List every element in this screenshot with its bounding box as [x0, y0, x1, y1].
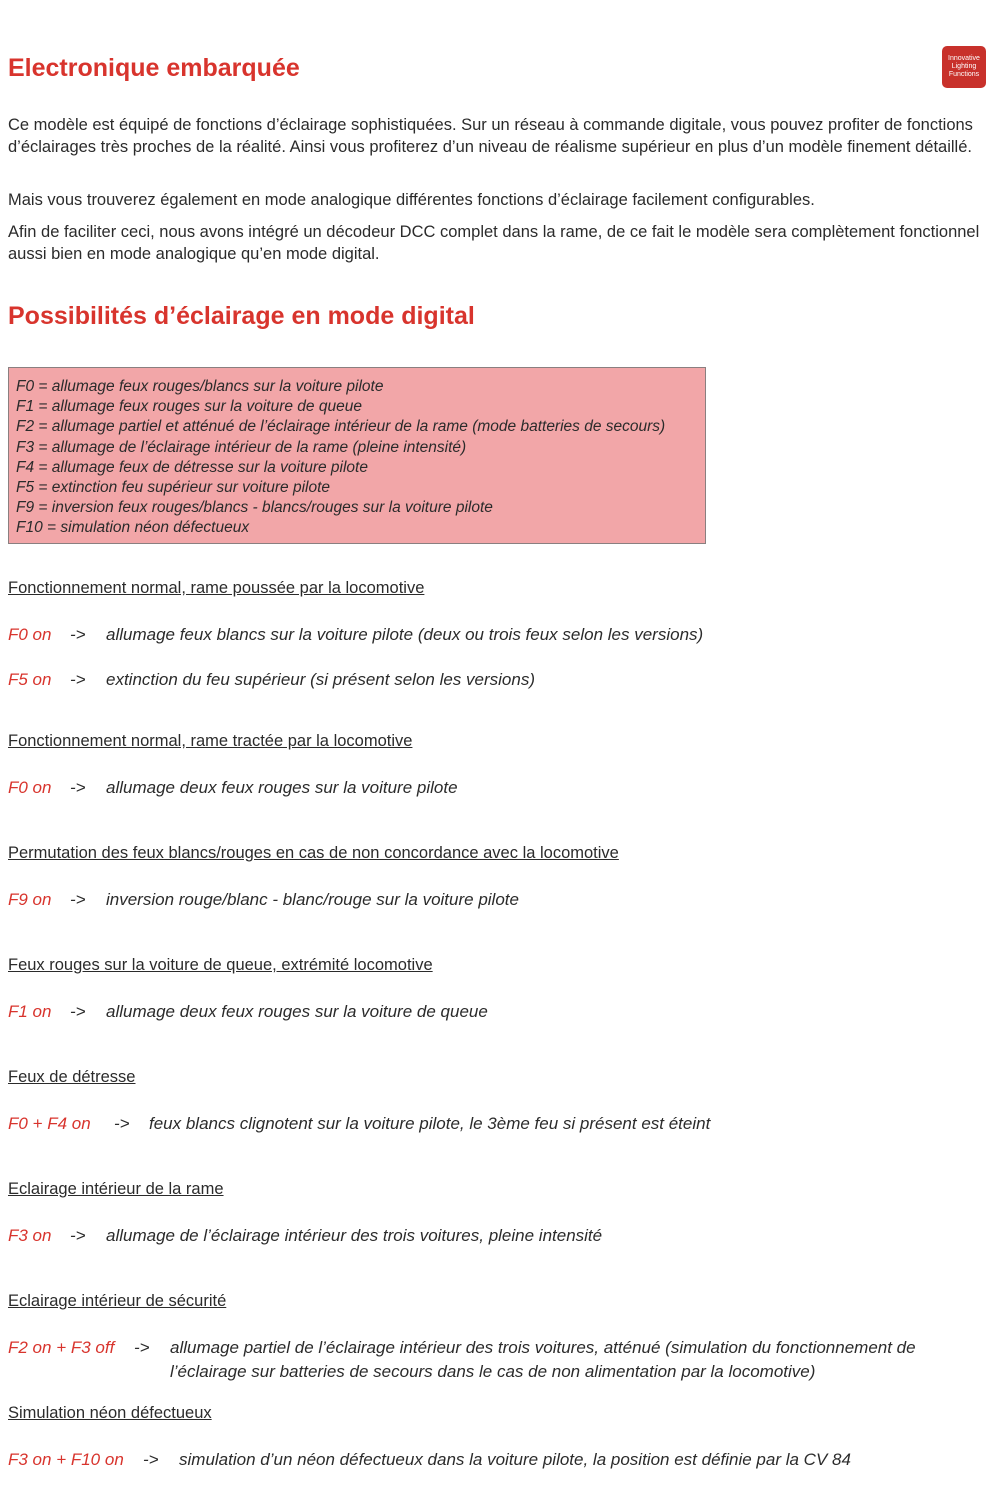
- arrow-glyph: ->: [134, 1338, 150, 1357]
- rule-key: F0 on: [8, 625, 52, 644]
- rule-key: F9 on: [8, 890, 52, 909]
- section-heading: Eclairage intérieur de la rame: [8, 1180, 224, 1198]
- rule-key: F3 on + F10 on: [8, 1450, 124, 1469]
- function-item-f0: F0 = allumage feux rouges/blancs sur la voiture pilote: [16, 378, 384, 395]
- rule-description: allumage feux blancs sur la voiture pilote (deux ou trois feux selon les versions): [106, 625, 704, 644]
- arrow-glyph: ->: [143, 1450, 159, 1469]
- arrow-glyph: ->: [70, 890, 86, 909]
- rule-description: allumage deux feux rouges sur la voiture pilote: [106, 778, 458, 797]
- rule-key: F3 on: [8, 1226, 52, 1245]
- section-heading: Simulation néon défectueux: [8, 1404, 212, 1422]
- arrow-glyph: ->: [70, 625, 86, 644]
- rule-key: F0 on: [8, 778, 52, 797]
- rule-key: F5 on: [8, 670, 52, 689]
- title-electronique: Electronique embarquée: [8, 54, 300, 82]
- function-item-f9: F9 = inversion feux rouges/blancs - blancs/rouges sur la voiture pilote: [16, 499, 493, 517]
- section-heading: Fonctionnement normal, rame tractée par la locomotive: [8, 732, 413, 750]
- title-digital-lighting: Possibilités d’éclairage en mode digital: [8, 302, 475, 330]
- section-heading: Feux de détresse: [8, 1068, 136, 1086]
- rule-description: allumage deux feux rouges sur la voiture de queue: [106, 1002, 488, 1021]
- rule-description: simulation d’un néon défectueux dans la voiture pilote, la position est définie par la CV 84: [179, 1450, 851, 1469]
- rule-key: F2 on + F3 off: [8, 1338, 115, 1357]
- section-heading: Eclairage intérieur de sécurité: [8, 1292, 227, 1310]
- arrow-glyph: ->: [114, 1114, 130, 1133]
- intro-paragraph-1: Ce modèle est équipé de fonctions d’éclairage sophistiquées. Sur un réseau à commande digitale, vous pouvez profiter de fonctions d’éclairages très proches de la réalité. Ainsi vous profiterez d’un niveau de réalisme supérieur en plus d’un modèle finement détaillé.: [8, 116, 973, 156]
- section-heading: Permutation des feux blancs/rouges en cas de non concordance avec la locomotive: [8, 844, 619, 862]
- logo-line-3: Functions: [948, 71, 980, 78]
- logo-line-2: Lighting: [951, 63, 977, 70]
- section-heading: Feux rouges sur la voiture de queue, extrémité locomotive: [8, 956, 433, 974]
- function-item-f5: F5 = extinction feu supérieur sur voiture pilote: [16, 479, 331, 497]
- rule-description: inversion rouge/blanc - blanc/rouge sur la voiture pilote: [106, 890, 519, 909]
- function-item-f2: F2 = allumage partiel et atténué de l’éclairage intérieur de la rame (mode batteries de secours): [16, 418, 666, 436]
- function-list-box: [8, 367, 706, 544]
- arrow-glyph: ->: [70, 670, 86, 689]
- function-item-f4: F4 = allumage feux de détresse sur la voiture pilote: [16, 458, 368, 476]
- rule-description: extinction du feu supérieur (si présent selon les versions): [106, 670, 535, 689]
- intro-paragraph-3: Afin de faciliter ceci, nous avons intégré un décodeur DCC complet dans la rame, de ce fait le modèle sera complètement fonctionnel aussi bien en mode analogique qu’en mode digital.: [8, 223, 980, 263]
- function-item-f10: F10 = simulation néon défectueux: [16, 519, 250, 537]
- function-item-f3: F3 = allumage de l’éclairage intérieur de la rame (pleine intensité): [16, 438, 467, 456]
- rule-description: allumage partiel de l’éclairage intérieur des trois voitures, atténué (simulation du fonctionnement de l’éclairage sur batteries de secours dans le cas de non alimentation par la locomotive): [170, 1338, 916, 1381]
- arrow-glyph: ->: [70, 1226, 86, 1245]
- intro-paragraph-2: Mais vous trouverez également en mode analogique différentes fonctions d’éclairage facilement configurables.: [8, 191, 815, 209]
- rule-description: allumage de l’éclairage intérieur des trois voitures, pleine intensité: [106, 1226, 603, 1245]
- function-item-f1: F1 = allumage feux rouges sur la voiture de queue: [16, 398, 362, 416]
- arrow-glyph: ->: [70, 1002, 86, 1021]
- rule-key: F1 on: [8, 1002, 52, 1021]
- arrow-glyph: ->: [70, 778, 86, 797]
- innovative-lighting-logo: [942, 46, 986, 88]
- rule-description: feux blancs clignotent sur la voiture pilote, le 3ème feu si présent est éteint: [149, 1114, 711, 1133]
- section-heading: Fonctionnement normal, rame poussée par la locomotive: [8, 579, 425, 597]
- logo-line-1: Innovative: [948, 55, 980, 62]
- rule-key: F0 + F4 on: [8, 1114, 91, 1133]
